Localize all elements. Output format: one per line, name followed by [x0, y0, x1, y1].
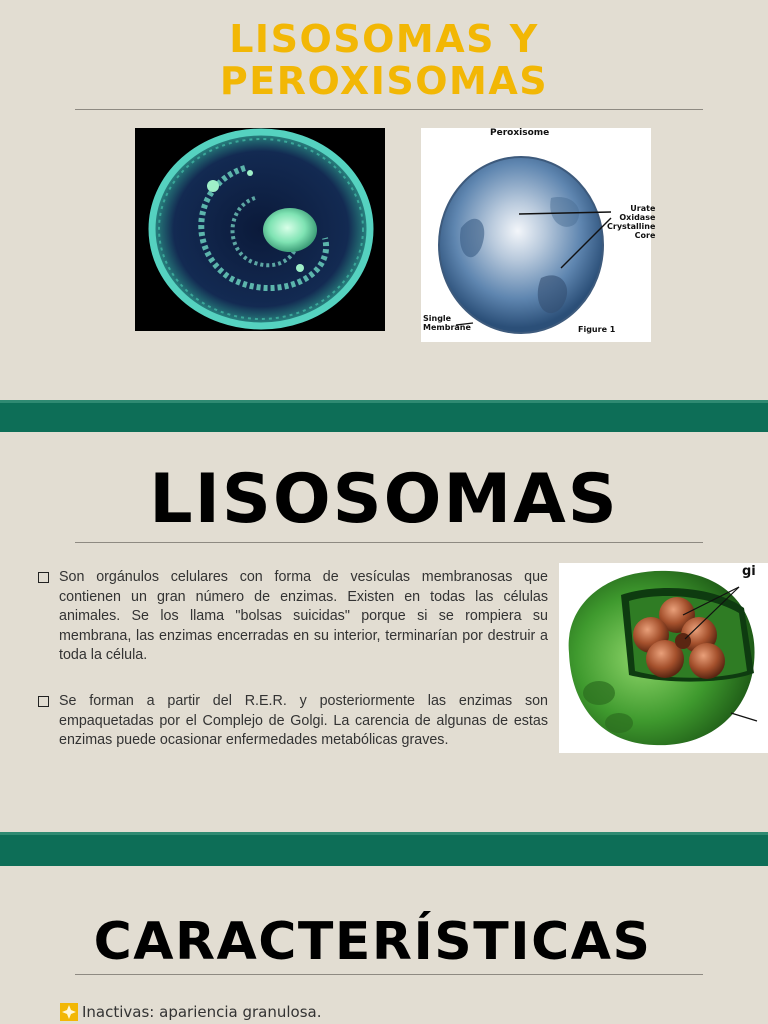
- section-divider: [0, 832, 768, 866]
- section-divider: [0, 400, 768, 432]
- bullet-item: [38, 568, 548, 666]
- urate-oxidase-label: Urate Oxidase Crystalline Core: [607, 204, 656, 240]
- peroxisome-figure-image: [421, 128, 656, 342]
- bullet-text: Se forman a partir del R.E.R. y posteriormente las enzimas son empaquetadas por el Complejo de Golgi. La carencia de algunas de estas enzimas puede ocasionar enfermedades metabólicas graves.: [59, 693, 548, 749]
- bullet-item: [38, 692, 548, 751]
- list-item: [60, 1003, 322, 1021]
- title-rule: [75, 109, 703, 110]
- checkbox-bullet-icon: [38, 572, 49, 583]
- list-item-text: Inactivas: apariencia granulosa.: [82, 1003, 322, 1021]
- caracteristicas-heading: CARACTERÍSTICAS: [93, 912, 652, 972]
- slide-caracteristicas: [0, 866, 768, 1024]
- slide-title-heading: [0, 18, 768, 102]
- lisosomas-rule: [75, 542, 703, 543]
- slide-title: [0, 0, 768, 400]
- single-membrane-label: Single Membrane: [423, 314, 471, 332]
- bullet-flower-icon: [60, 1003, 78, 1021]
- title-line-2: PEROXISOMAS: [219, 59, 549, 103]
- lysosome-micrograph-image: [135, 128, 385, 331]
- bullet-text: Son orgánulos celulares con forma de vesículas membranosas que contienen un gran número de enzimas. Existen en todas las células animales. Se los llama "bolsas suicidas" porque si se rompiera su membrana, las enzimas encerradas en su interior, terminarían por destruir a toda la célula.: [59, 569, 548, 664]
- checkbox-bullet-icon: [38, 696, 49, 707]
- title-line-1: LISOSOMAS Y: [229, 17, 539, 61]
- figure-number-label: Figure 1: [578, 325, 616, 334]
- peroxisome-label: Peroxisome: [490, 128, 550, 138]
- lisosomas-heading: LISOSOMAS: [149, 460, 619, 539]
- caracteristicas-rule: [75, 974, 703, 975]
- lysosome-3d-image: [559, 563, 768, 753]
- slide-lisosomas: [0, 432, 768, 832]
- figure-callout-label: gi: [742, 564, 756, 579]
